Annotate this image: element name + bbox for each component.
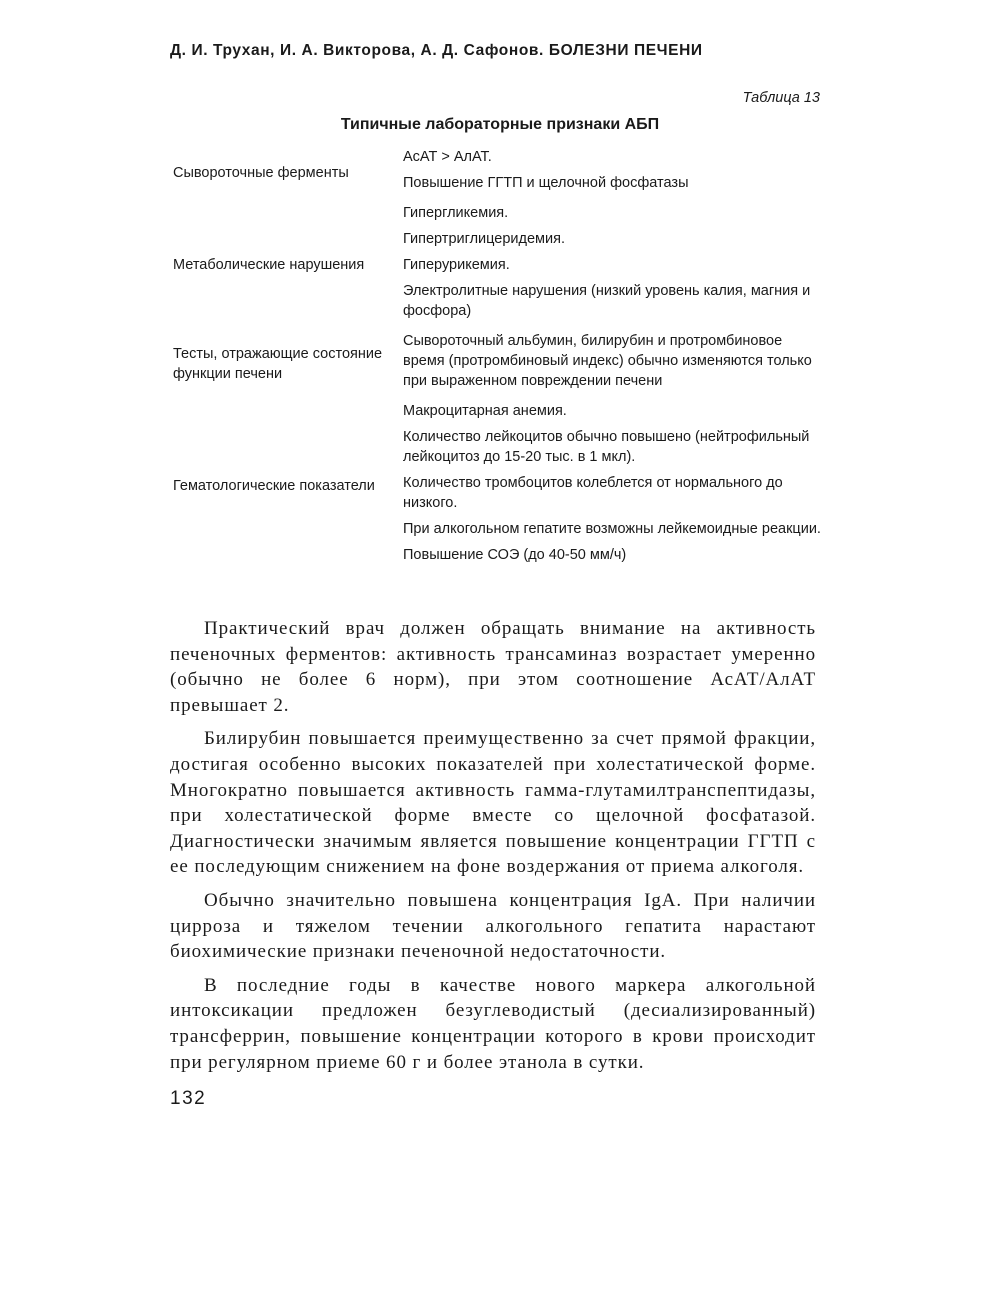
table-cell: Сывороточный альбумин, билирубин и протромбиновое время (протромбиновый индекс) обычно изменяются только при выраженном повреждении печени [403,333,812,389]
table-cell: Макроцитарная анемия. [403,403,567,419]
group-label: Гематологические показатели [173,478,375,494]
table-group [168,203,823,327]
table-cell: Гипертриглицеридемия. [403,231,565,247]
body-text [170,616,816,1083]
table-cell: Повышение СОЭ (до 40-50 мм/ч) [403,547,627,563]
table-group [168,401,823,571]
table-cell: АсАТ > АлАТ. [403,149,492,165]
page-number: 132 [170,1088,207,1109]
table-number: Таблица 13 [742,90,820,106]
group-label: Метаболические нарушения [173,257,365,273]
lab-signs-table [168,147,823,575]
paragraph: Билирубин повышается преимущественно за счет прямой фракции, достигая особенно высоких показателей при холестатической форме. Многократно повышается активность гамма-глутамилтранспептидазы, при холестатической форме вместе со щелочной фосфатазой. Диагностически значимым является повышение концентрации ГГТП с ее последующим снижением на фоне воздержания от приема алкоголя. [170,728,816,878]
running-head: Д. И. Трухан, И. А. Викторова, А. Д. Сафонов. БОЛЕЗНИ ПЕЧЕНИ [170,42,703,59]
paragraph: Обычно значительно повышена концентрация IgA. При наличии цирроза и тяжелом течении алкогольного гепатита нарастают биохимические признаки печеночной недостаточности. [170,889,816,963]
table-cell: При алкогольном гепатите возможны лейкемоидные реакции. [403,521,821,537]
table-cell: Количество тромбоцитов колеблется от нормального до низкого. [403,475,783,511]
table-cell: Количество лейкоцитов обычно повышено (нейтрофильный лейкоцитоз до 15-20 тыс. в 1 мкл). [403,429,810,465]
table-cell: Электролитные нарушения (низкий уровень калия, магния и фосфора) [403,283,811,319]
table-cell: Повышение ГГТП и щелочной фосфатазы [403,175,689,191]
group-label: Тесты, отражающие состояние функции печени [173,346,383,382]
group-label: Сывороточные ферменты [173,165,349,181]
table-cell: Гиперурикемия. [403,257,510,273]
paragraph: Практический врач должен обращать внимание на активность печеночных ферментов: активность трансаминаз возрастает умеренно (обычно не более 6 норм), при этом соотношение АсАТ/АлАТ превышает 2. [170,618,816,716]
table-cell: Гипергликемия. [403,205,509,221]
table-group [168,147,823,199]
paragraph: В последние годы в качестве нового маркера алкогольной интоксикации предложен безуглеводистый (десиализированный) трансферрин, повышение концентрации которого в крови происходит при регулярном приеме 60 г и более этанола в сутки. [170,974,816,1073]
table-group [168,331,823,397]
table-title: Типичные лабораторные признаки АБП [340,116,660,133]
